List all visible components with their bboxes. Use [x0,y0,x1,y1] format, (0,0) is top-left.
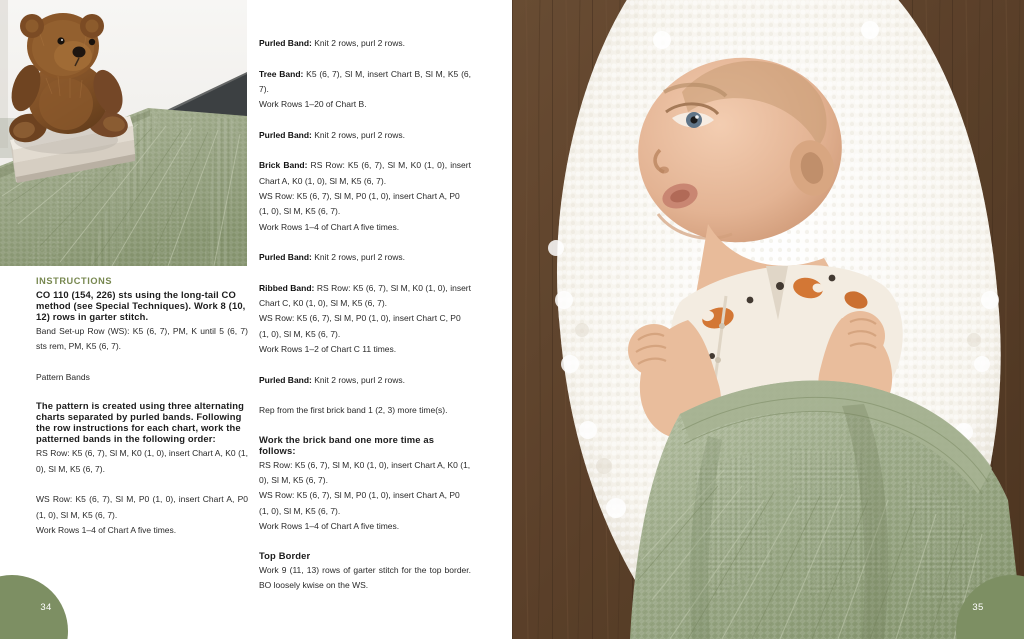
paragraph-spacer [259,265,471,280]
paragraph-spacer [259,112,471,127]
paragraph-repeat-instruction: Rep from the first brick band 1 (2, 3) more time(s). [259,405,448,416]
paragraph-brick-band-ws: WS Row: K5 (6, 7), Sl M, P0 (1, 0), insert Chart A, P0 (1, 0), Sl M, K5 (6, 7). [259,190,460,217]
label-purled-band: Purled Band: [259,38,312,48]
label-purled-band: Purled Band: [259,252,312,263]
paragraph-spacer [36,477,248,492]
text-purled-band: Knit 2 rows, purl 2 rows. [311,252,405,263]
label-ribbed-band: Ribbed Band: [259,282,315,293]
paragraph-brick-band [36,492,248,523]
paragraph-purled-band-2 [259,128,471,143]
paragraph-band-setup-row: Pattern Bands [36,371,90,382]
paragraph-ribbed-band-rows: Work Rows 1–2 of Chart C 11 times. [259,343,397,354]
paragraph-pattern-bands-intro: RS Row: K5 (6, 7), Sl M, K0 (1, 0), insert Chart A, K0 (1, 0), Sl M, K5 (6, 7). [36,448,248,474]
page-number-left: 34 [40,601,52,613]
paragraph-tree-band [259,67,471,98]
page-number-right: 35 [972,601,984,613]
paragraph-purled-band-1 [259,36,471,51]
text-tree-band: K5 (6, 7), Sl M, insert Chart B, Sl M, K5 (6, 7). [259,68,471,94]
instructions-column-left [36,276,248,538]
paragraph-purled-band-3 [259,250,471,265]
text-brick-band: WS Row: K5 (6, 7), Sl M, P0 (1, 0), insert Chart A, P0 (1, 0), Sl M, K5 (6, 7). [36,494,248,520]
label-purled-band: Purled Band: [259,129,312,140]
paragraph-brick-band-ws: Work Rows 1–4 of Chart A five times. [36,524,177,535]
paragraph-final-brick-rows: Work Rows 1–4 of Chart A five times. [259,520,400,531]
paragraph-tree-band-rows: Work Rows 1–20 of Chart B. [259,99,367,110]
paragraph-bottom-border: Band Set-up Row (WS): K5 (6, 7), PM, K until 5 (6, 7) sts rem, PM, K5 (6, 7). [36,326,248,352]
paragraph-top-border: Work 9 (11, 13) rows of garter stitch for the top border. BO loosely kwise on the WS. [259,564,471,590]
page-number-badge-left [0,575,68,639]
label-brick-band: Brick Band: [259,160,308,171]
label-purled-band: Purled Band: [259,374,312,385]
paragraph-spacer [259,534,471,549]
paragraph-spacer [259,143,471,158]
subheading-top-border: Top Border [259,549,311,561]
teddy-bear-blanket-photo [0,0,247,266]
paragraph-brick-band-rows: Work Rows 1–4 of Chart A five times. [259,221,400,232]
paragraph-spacer [36,385,248,400]
subheading-bottom-border: CO 110 (154, 226) sts using the long-tail CO method (see Special Techniques). Work 8 (10, 12) rows in garter stitch. [36,289,246,322]
paragraph-final-brick-ws: WS Row: K5 (6, 7), Sl M, P0 (1, 0), insert Chart A, P0 (1, 0), Sl M, K5 (6, 7). [259,490,460,516]
paragraph-spacer [259,235,471,250]
text-purled-band: Knit 2 rows, purl 2 rows. [311,129,405,140]
paragraph-ribbed-band-ws: WS Row: K5 (6, 7), Sl M, P0 (1, 0), insert Chart C, P0 (1, 0), Sl M, K5 (6, 7). [259,313,461,339]
text-brick-band: RS Row: K5 (6, 7), Sl M, K0 (1, 0), insert Chart A, K0 (1, 0), Sl M, K5 (6, 7). [259,160,471,186]
paragraph-spacer [259,51,471,66]
subheading-final-brick-band: Work the brick band one more time as follows: [259,433,435,456]
section-heading-instructions: INSTRUCTIONS [36,276,113,286]
text-purled-band: Knit 2 rows, purl 2 rows. [311,374,405,385]
paragraph-brick-band [259,158,471,189]
label-tree-band: Tree Band: [259,68,304,79]
paragraph-spacer [259,357,471,372]
paragraph-ribbed-band [259,281,471,312]
paragraph-purled-band-4 [259,373,471,388]
instructions-column-right [259,36,471,593]
baby-blanket-photo [512,0,1024,639]
paragraph-spacer [259,418,471,433]
paragraph-final-brick-rs: RS Row: K5 (6, 7), Sl M, K0 (1, 0), insert Chart A, K0 (1, 0), Sl M, K5 (6, 7). [259,459,471,486]
subheading-pattern-bands: The pattern is created using three alternating charts separated by purled bands. Following the row instructions for each chart, work the patterned bands in the following order: [36,400,244,445]
paragraph-spacer [259,388,471,403]
text-purled-band: Knit 2 rows, purl 2 rows. [311,38,405,48]
text-ribbed-band: RS Row: K5 (6, 7), Sl M, K0 (1, 0), insert Chart C, K0 (1, 0), Sl M, K5 (6, 7). [259,282,471,309]
paragraph-spacer [36,355,248,370]
